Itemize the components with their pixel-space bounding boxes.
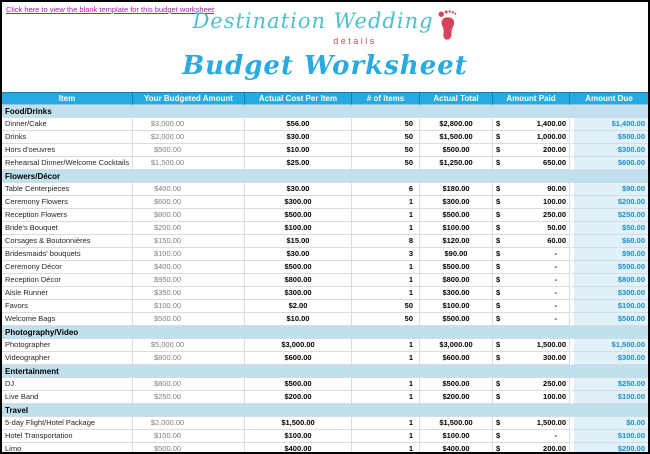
- table-row: [2, 300, 648, 313]
- amount-paid-value: -: [554, 262, 557, 271]
- cell-actual-total: $500.00: [420, 313, 493, 326]
- section-header-row: [2, 326, 648, 339]
- cell-item: Aisle Runner: [2, 287, 133, 300]
- logo-wordmark: Destination Wedding: [192, 9, 434, 33]
- table-row: [2, 378, 648, 391]
- section-title: Flowers/Décor: [5, 172, 61, 181]
- table-row: [2, 287, 648, 300]
- amount-paid-value: 200.00: [543, 444, 566, 452]
- section-header-row: [2, 404, 648, 417]
- currency-symbol: $: [496, 392, 501, 401]
- section-header-row: [2, 105, 648, 118]
- cell-num-items: 1: [352, 352, 420, 365]
- cell-item: Hotel Transportation: [2, 430, 133, 443]
- cell-item: Reception Décor: [2, 274, 133, 287]
- cell-item: 5-day Flight/Hotel Package: [2, 417, 133, 430]
- cell-actual-cost-per-item: $500.00: [245, 261, 352, 274]
- cell-actual-cost-per-item: $500.00: [245, 209, 352, 222]
- cell-budgeted-amount: $500.00: [133, 443, 245, 452]
- currency-symbol: $: [496, 184, 501, 193]
- cell-num-items: 50: [352, 300, 420, 313]
- amount-paid-value: 60.00: [547, 236, 566, 245]
- currency-symbol: $: [496, 418, 501, 427]
- blank-template-link[interactable]: Click here to view the blank template for this budget worksheet: [6, 5, 215, 14]
- cell-amount-paid: [493, 274, 570, 287]
- cell-budgeted-amount: $350.00: [133, 287, 245, 300]
- cell-amount-paid: [493, 131, 570, 144]
- currency-symbol: $: [496, 158, 501, 167]
- column-header-amount-paid: Amount Paid: [493, 92, 570, 105]
- cell-actual-total: $120.00: [420, 235, 493, 248]
- cell-amount-due: $200.00: [570, 443, 648, 452]
- table-row: [2, 274, 648, 287]
- currency-symbol: $: [496, 197, 501, 206]
- table-row: [2, 430, 648, 443]
- cell-actual-total: $100.00: [420, 222, 493, 235]
- cell-actual-cost-per-item: $15.00: [245, 235, 352, 248]
- cell-amount-due: $600.00: [570, 157, 648, 170]
- cell-amount-paid: [493, 313, 570, 326]
- cell-amount-due: $500.00: [570, 313, 648, 326]
- cell-actual-total: $800.00: [420, 274, 493, 287]
- currency-symbol: $: [496, 249, 501, 258]
- cell-amount-paid: [493, 339, 570, 352]
- amount-paid-value: 300.00: [543, 353, 566, 362]
- cell-item: Rehearsal Dinner/Welcome Cocktails: [2, 157, 133, 170]
- cell-actual-total: $500.00: [420, 144, 493, 157]
- currency-symbol: $: [496, 314, 501, 323]
- amount-paid-value: 1,400.00: [536, 119, 566, 128]
- cell-budgeted-amount: $250.00: [133, 391, 245, 404]
- section-header-row: [2, 170, 648, 183]
- cell-num-items: 50: [352, 144, 420, 157]
- cell-amount-due: $100.00: [570, 300, 648, 313]
- amount-paid-value: 200.00: [543, 145, 566, 154]
- amount-paid-value: 650.00: [543, 158, 566, 167]
- cell-item: Bridesmaids' bouquets: [2, 248, 133, 261]
- currency-symbol: $: [496, 223, 501, 232]
- cell-amount-due: $800.00: [570, 274, 648, 287]
- table-row: [2, 196, 648, 209]
- cell-num-items: 50: [352, 131, 420, 144]
- cell-actual-total: $100.00: [420, 300, 493, 313]
- amount-paid-value: -: [554, 275, 557, 284]
- cell-num-items: 3: [352, 248, 420, 261]
- table-row: [2, 235, 648, 248]
- cell-amount-paid: [493, 391, 570, 404]
- cell-actual-cost-per-item: $1,500.00: [245, 417, 352, 430]
- cell-num-items: 50: [352, 118, 420, 131]
- cell-budgeted-amount: $2,000.00: [133, 417, 245, 430]
- logo: [2, 8, 648, 46]
- currency-symbol: $: [496, 236, 501, 245]
- cell-budgeted-amount: $150.00: [133, 235, 245, 248]
- column-header-actual-cost-per-item: Actual Cost Per Item: [245, 92, 352, 105]
- cell-budgeted-amount: $100.00: [133, 248, 245, 261]
- cell-actual-cost-per-item: $10.00: [245, 313, 352, 326]
- cell-item: Corsages & Boutonnières: [2, 235, 133, 248]
- cell-amount-paid: [493, 235, 570, 248]
- cell-actual-total: $500.00: [420, 378, 493, 391]
- currency-symbol: $: [496, 431, 501, 440]
- cell-budgeted-amount: $1,500.00: [133, 157, 245, 170]
- cell-item: Table Centerpieces: [2, 183, 133, 196]
- cell-actual-total: $3,000.00: [420, 339, 493, 352]
- cell-num-items: 1: [352, 443, 420, 452]
- table-row: [2, 261, 648, 274]
- cell-item: Live Band: [2, 391, 133, 404]
- section-title: Food/Drinks: [5, 107, 52, 116]
- cell-amount-due: $300.00: [570, 352, 648, 365]
- cell-budgeted-amount: $5,000.00: [133, 339, 245, 352]
- cell-item: Limo: [2, 443, 133, 452]
- currency-symbol: $: [496, 353, 501, 362]
- cell-amount-paid: [493, 378, 570, 391]
- cell-budgeted-amount: $800.00: [133, 209, 245, 222]
- cell-actual-cost-per-item: $800.00: [245, 274, 352, 287]
- cell-amount-due: $1,500.00: [570, 339, 648, 352]
- cell-actual-total: $1,500.00: [420, 131, 493, 144]
- section-title: Photography/Video: [5, 328, 79, 337]
- currency-symbol: $: [496, 145, 501, 154]
- table-row: [2, 352, 648, 365]
- cell-budgeted-amount: $200.00: [133, 222, 245, 235]
- currency-symbol: $: [496, 288, 501, 297]
- currency-symbol: $: [496, 379, 501, 388]
- cell-actual-total: $1,250.00: [420, 157, 493, 170]
- cell-item: Favors: [2, 300, 133, 313]
- cell-amount-due: $500.00: [570, 131, 648, 144]
- cell-amount-due: $250.00: [570, 209, 648, 222]
- currency-symbol: $: [496, 301, 501, 310]
- cell-amount-paid: [493, 209, 570, 222]
- table-row: [2, 183, 648, 196]
- cell-actual-total: $90.00: [420, 248, 493, 261]
- cell-actual-cost-per-item: $2.00: [245, 300, 352, 313]
- cell-budgeted-amount: $100.00: [133, 300, 245, 313]
- amount-paid-value: 250.00: [543, 379, 566, 388]
- cell-actual-cost-per-item: $400.00: [245, 443, 352, 452]
- cell-num-items: 8: [352, 235, 420, 248]
- cell-actual-cost-per-item: $25.00: [245, 157, 352, 170]
- cell-item: Welcome Bags: [2, 313, 133, 326]
- cell-item: Reception Flowers: [2, 209, 133, 222]
- cell-budgeted-amount: $400.00: [133, 183, 245, 196]
- currency-symbol: $: [496, 262, 501, 271]
- amount-paid-value: 90.00: [547, 184, 566, 193]
- cell-actual-cost-per-item: $30.00: [245, 183, 352, 196]
- cell-num-items: 50: [352, 313, 420, 326]
- amount-paid-value: -: [554, 314, 557, 323]
- table-row: [2, 417, 648, 430]
- cell-amount-paid: [493, 287, 570, 300]
- cell-num-items: 1: [352, 417, 420, 430]
- table-row: [2, 443, 648, 452]
- currency-symbol: $: [496, 340, 501, 349]
- column-header--of-items: # of items: [352, 92, 420, 105]
- cell-actual-cost-per-item: $10.00: [245, 144, 352, 157]
- cell-amount-paid: [493, 196, 570, 209]
- cell-amount-paid: [493, 144, 570, 157]
- cell-item: Drinks: [2, 131, 133, 144]
- cell-actual-cost-per-item: $500.00: [245, 378, 352, 391]
- cell-item: Videographer: [2, 352, 133, 365]
- cell-actual-cost-per-item: $3,000.00: [245, 339, 352, 352]
- currency-symbol: $: [496, 444, 501, 452]
- cell-actual-cost-per-item: $200.00: [245, 391, 352, 404]
- column-header-actual-total: Actual Total: [420, 92, 493, 105]
- section-title: Entertainment: [5, 367, 59, 376]
- cell-amount-paid: [493, 430, 570, 443]
- table-header-row: [2, 92, 648, 105]
- column-header-your-budgeted-amount: Your Budgeted Amount: [133, 92, 245, 105]
- currency-symbol: $: [496, 119, 501, 128]
- cell-amount-paid: [493, 118, 570, 131]
- cell-actual-cost-per-item: $100.00: [245, 222, 352, 235]
- cell-num-items: 1: [352, 209, 420, 222]
- cell-item: Hors d'oeuvres: [2, 144, 133, 157]
- cell-actual-cost-per-item: $300.00: [245, 196, 352, 209]
- cell-actual-total: $500.00: [420, 209, 493, 222]
- cell-budgeted-amount: $3,000.00: [133, 118, 245, 131]
- currency-symbol: $: [496, 132, 501, 141]
- cell-actual-total: $200.00: [420, 391, 493, 404]
- amount-paid-value: -: [554, 288, 557, 297]
- cell-budgeted-amount: $100.00: [133, 430, 245, 443]
- cell-amount-due: $60.00: [570, 235, 648, 248]
- cell-actual-total: $2,800.00: [420, 118, 493, 131]
- cell-amount-paid: [493, 417, 570, 430]
- amount-paid-value: -: [554, 301, 557, 310]
- cell-amount-due: $50.00: [570, 222, 648, 235]
- amount-paid-value: 1,500.00: [536, 340, 566, 349]
- cell-amount-paid: [493, 352, 570, 365]
- amount-paid-value: 100.00: [543, 392, 566, 401]
- amount-paid-value: -: [554, 431, 557, 440]
- cell-num-items: 1: [352, 391, 420, 404]
- cell-item: Photographer: [2, 339, 133, 352]
- cell-item: DJ: [2, 378, 133, 391]
- cell-num-items: 1: [352, 222, 420, 235]
- table-row: [2, 209, 648, 222]
- column-header-item: Item: [2, 92, 133, 105]
- cell-amount-due: $200.00: [570, 196, 648, 209]
- table-row: [2, 391, 648, 404]
- cell-actual-total: $500.00: [420, 261, 493, 274]
- cell-amount-paid: [493, 157, 570, 170]
- cell-amount-due: $100.00: [570, 391, 648, 404]
- cell-actual-total: $600.00: [420, 352, 493, 365]
- budget-worksheet-table: [2, 92, 648, 452]
- cell-budgeted-amount: $600.00: [133, 196, 245, 209]
- amount-paid-value: 1,000.00: [536, 132, 566, 141]
- cell-amount-paid: [493, 222, 570, 235]
- cell-amount-paid: [493, 300, 570, 313]
- cell-amount-paid: [493, 183, 570, 196]
- amount-paid-value: 100.00: [543, 197, 566, 206]
- cell-actual-total: $1,500.00: [420, 417, 493, 430]
- cell-num-items: 50: [352, 157, 420, 170]
- cell-amount-due: $250.00: [570, 378, 648, 391]
- cell-actual-cost-per-item: $300.00: [245, 287, 352, 300]
- cell-budgeted-amount: $500.00: [133, 144, 245, 157]
- cell-actual-cost-per-item: $600.00: [245, 352, 352, 365]
- cell-amount-paid: [493, 443, 570, 452]
- table-row: [2, 313, 648, 326]
- cell-item: Ceremony Flowers: [2, 196, 133, 209]
- currency-symbol: $: [496, 210, 501, 219]
- cell-amount-due: $500.00: [570, 261, 648, 274]
- cell-num-items: 1: [352, 378, 420, 391]
- cell-num-items: 1: [352, 261, 420, 274]
- column-header-amount-due: Amount Due: [570, 92, 648, 105]
- table-row: [2, 157, 648, 170]
- cell-actual-total: $100.00: [420, 430, 493, 443]
- cell-actual-total: $180.00: [420, 183, 493, 196]
- section-header-row: [2, 365, 648, 378]
- cell-actual-cost-per-item: $30.00: [245, 131, 352, 144]
- cell-num-items: 1: [352, 339, 420, 352]
- amount-paid-value: -: [554, 249, 557, 258]
- cell-amount-due: $300.00: [570, 144, 648, 157]
- cell-num-items: 1: [352, 430, 420, 443]
- cell-budgeted-amount: $2,000.00: [133, 131, 245, 144]
- cell-amount-due: $300.00: [570, 287, 648, 300]
- cell-actual-total: $300.00: [420, 196, 493, 209]
- cell-item: Ceremony Décor: [2, 261, 133, 274]
- table-row: [2, 339, 648, 352]
- currency-symbol: $: [496, 275, 501, 284]
- cell-item: Bride's Bouquet: [2, 222, 133, 235]
- amount-paid-value: 250.00: [543, 210, 566, 219]
- amount-paid-value: 1,500.00: [536, 418, 566, 427]
- page-title: Budget Worksheet: [182, 51, 468, 81]
- cell-amount-due: $100.00: [570, 430, 648, 443]
- cell-amount-due: $1,400.00: [570, 118, 648, 131]
- cell-num-items: 1: [352, 196, 420, 209]
- cell-num-items: 1: [352, 274, 420, 287]
- table-row: [2, 131, 648, 144]
- cell-num-items: 6: [352, 183, 420, 196]
- amount-paid-value: 50.00: [547, 223, 566, 232]
- table-row: [2, 144, 648, 157]
- cell-num-items: 1: [352, 287, 420, 300]
- section-title: Travel: [5, 406, 29, 415]
- cell-amount-due: $90.00: [570, 183, 648, 196]
- cell-actual-total: $300.00: [420, 287, 493, 300]
- cell-budgeted-amount: $800.00: [133, 352, 245, 365]
- cell-actual-cost-per-item: $100.00: [245, 430, 352, 443]
- table-row: [2, 118, 648, 131]
- cell-actual-cost-per-item: $56.00: [245, 118, 352, 131]
- cell-budgeted-amount: $800.00: [133, 378, 245, 391]
- cell-amount-due: $90.00: [570, 248, 648, 261]
- cell-item: Dinner/Cake: [2, 118, 133, 131]
- logo-subtitle: details: [333, 36, 377, 46]
- cell-actual-cost-per-item: $30.00: [245, 248, 352, 261]
- cell-budgeted-amount: $950.00: [133, 274, 245, 287]
- table-row: [2, 222, 648, 235]
- cell-amount-paid: [493, 261, 570, 274]
- cell-amount-due: $0.00: [570, 417, 648, 430]
- table-row: [2, 248, 648, 261]
- cell-budgeted-amount: $400.00: [133, 261, 245, 274]
- footprint-icon: [437, 9, 458, 41]
- cell-actual-total: $400.00: [420, 443, 493, 452]
- cell-amount-paid: [493, 248, 570, 261]
- cell-budgeted-amount: $500.00: [133, 313, 245, 326]
